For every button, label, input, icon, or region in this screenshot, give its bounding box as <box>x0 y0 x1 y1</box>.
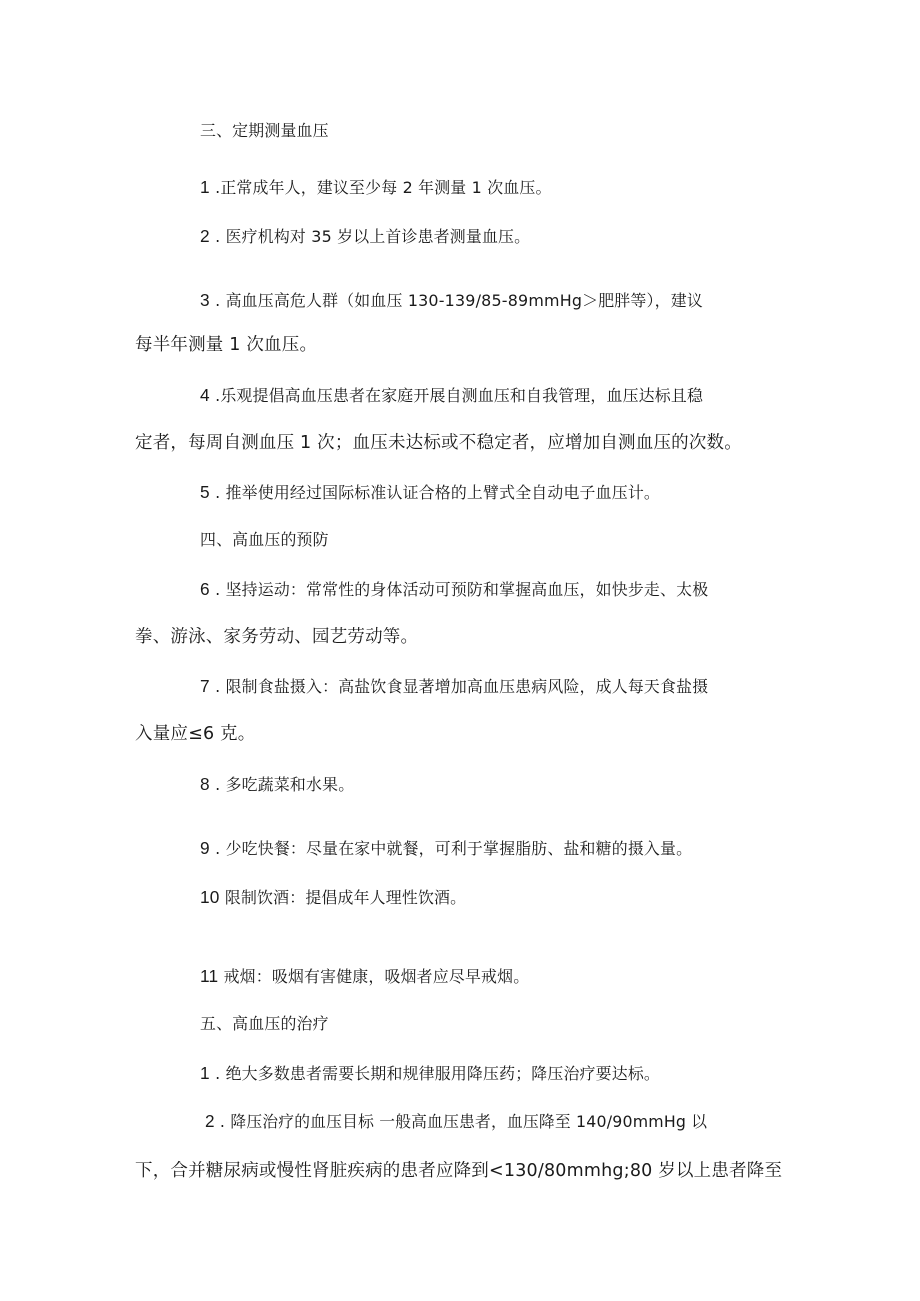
item-text: . 推举使用经过国际标准认证合格的上臂式全自动电子血压计。 <box>209 483 661 502</box>
treatment-item-2-line-2: 下，合并糖尿病或慢性肾脏疾病的患者应降到<130/80mmhg;80 岁以上患者降至 <box>135 1161 783 1181</box>
section-heading-4: 四、高血压的预防 <box>200 530 329 549</box>
list-item-11 <box>200 965 860 988</box>
section-heading-5: 五、高血压的治疗 <box>200 1014 329 1033</box>
item-text: . 少吃快餐：尽量在家中就餐，可利于掌握脂肪、盐和糖的摄入量。 <box>209 839 693 858</box>
item-number: 10 <box>200 887 220 907</box>
list-item-4-line-2: 定者，每周自测血压 1 次；血压未达标或不稳定者，应增加自测血压的次数。 <box>135 433 742 453</box>
item-number: 2 <box>200 226 210 246</box>
item-text: . 多吃蔬菜和水果。 <box>209 775 355 794</box>
list-item-7-line-2: 入量应≤6 克。 <box>135 724 256 744</box>
item-number: 7 <box>200 676 210 696</box>
treatment-item-2-line-1 <box>205 1111 865 1133</box>
list-item-5 <box>200 481 860 504</box>
section-heading-3: 三、定期测量血压 <box>200 121 329 140</box>
item-text: . 医疗机构对 35 岁以上首诊患者测量血压。 <box>209 227 531 246</box>
item-text: . 降压治疗的血压目标 一般高血压患者，血压降至 140/90mmHg 以 <box>214 1112 708 1131</box>
treatment-item-1 <box>200 1062 860 1085</box>
item-text: . 高血压高危人群（如血压 130-139/85-89mmHg＞肥胖等），建议 <box>209 291 703 310</box>
list-item-3-line-1 <box>200 289 860 312</box>
item-text: .正常成年人，建议至少每 2 年测量 1 次血压。 <box>209 178 552 197</box>
list-item-6-line-1 <box>200 578 860 601</box>
item-number: 11 <box>200 966 219 986</box>
item-number: 6 <box>200 579 210 599</box>
item-number: 1 <box>200 1063 210 1083</box>
item-text: 戒烟：吸烟有害健康，吸烟者应尽早戒烟。 <box>218 967 530 986</box>
list-item-7-line-1 <box>200 675 860 698</box>
item-text: . 绝大多数患者需要长期和规律服用降压药；降压治疗要达标。 <box>209 1064 661 1083</box>
item-number: 8 <box>200 774 210 794</box>
item-text: 限制饮酒：提倡成年人理性饮酒。 <box>219 888 467 907</box>
list-item-8 <box>200 773 860 796</box>
item-number: 3 <box>200 290 210 310</box>
list-item-10 <box>200 886 860 909</box>
item-number: 1 <box>200 177 210 197</box>
item-number: 5 <box>200 482 210 502</box>
item-text: .乐观提倡高血压患者在家庭开展自测血压和自我管理，血压达标且稳 <box>209 386 704 405</box>
item-number: 9 <box>200 838 210 858</box>
list-item-9 <box>200 837 860 860</box>
item-number: 2 <box>205 1112 215 1131</box>
list-item-1 <box>200 176 860 199</box>
list-item-4-line-1 <box>200 384 860 407</box>
item-text: . 坚持运动：常常性的身体活动可预防和掌握高血压，如快步走、太极 <box>209 580 709 599</box>
list-item-6-line-2: 拳、游泳、家务劳动、园艺劳动等。 <box>135 627 419 647</box>
list-item-2 <box>200 225 860 248</box>
list-item-3-line-2: 每半年测量 1 次血压。 <box>135 335 318 355</box>
item-number: 4 <box>200 385 210 405</box>
item-text: . 限制食盐摄入：高盐饮食显著增加高血压患病风险，成人每天食盐摄 <box>209 677 709 696</box>
